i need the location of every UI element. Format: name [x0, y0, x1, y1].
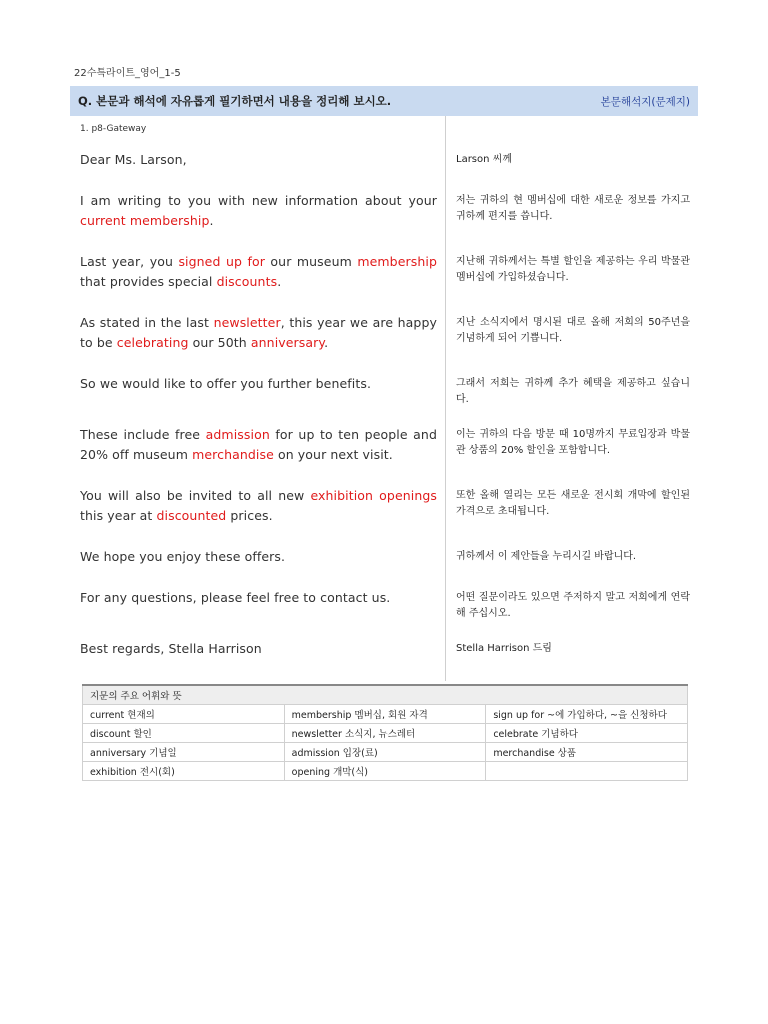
translation-10: Stella Harrison 드림	[456, 643, 552, 654]
passage-sentence-10: Best regards, Stella Harrison	[80, 641, 262, 656]
worksheet-tag: 본문해석지(문제지)	[600, 95, 690, 108]
table-row	[83, 761, 688, 780]
passage-sentence-2: I am writing to you with new information about your current membership.	[80, 193, 437, 228]
vocab-cell: exhibition 전시(회)	[83, 761, 285, 780]
translation-5: 그래서 저희는 귀하께 추가 혜택을 제공하고 싶습니다.	[456, 378, 690, 405]
vocab-cell: admission 입장(료)	[284, 742, 486, 761]
document-id: 22수특라이트_영어_1-5	[74, 68, 181, 79]
key-term: discounts	[216, 274, 278, 289]
vocab-cell: celebrate 기념하다	[486, 723, 688, 742]
translation-2: 저는 귀하의 현 멤버십에 대한 새로운 정보를 가지고 귀하께 편지를 씁니다.	[456, 195, 690, 222]
question-header	[70, 86, 698, 116]
vocab-cell: opening 개막(식)	[284, 761, 486, 780]
passage-sentence-3: Last year, you signed up for our museum membership that provides special discounts.	[80, 254, 437, 289]
key-term: signed up for	[178, 254, 265, 269]
translation-9: 어떤 질문이라도 있으면 주저하지 말고 저희에게 연락해 주십시오.	[456, 592, 690, 619]
passage-sentence-6: These include free admission for up to ten people and 20% off museum merchandise on your next visit.	[80, 427, 437, 462]
column-divider	[445, 116, 446, 681]
vocab-header-row	[83, 685, 688, 704]
key-term: exhibition openings	[310, 488, 437, 503]
vocab-cell	[486, 761, 688, 780]
vocab-cell: merchandise 상품	[486, 742, 688, 761]
key-term: admission	[205, 427, 270, 442]
vocab-cell: anniversary 기념일	[83, 742, 285, 761]
vocab-table	[82, 684, 688, 781]
vocab-title: 지문의 주요 어휘와 뜻	[83, 685, 688, 704]
passage-sentence-8: We hope you enjoy these offers.	[80, 549, 286, 564]
vocab-cell: membership 멤버십, 회원 자격	[284, 704, 486, 723]
vocab-cell: newsletter 소식지, 뉴스레터	[284, 723, 486, 742]
translation-7: 또한 올해 열리는 모든 새로운 전시회 개막에 할인된 가격으로 초대됩니다.	[456, 490, 690, 517]
passage-sentence-4: As stated in the last newsletter, this year we are happy to be celebrating our 50th anniversary.	[80, 315, 437, 350]
key-term: membership	[357, 254, 437, 269]
key-term: current membership	[80, 213, 210, 228]
translation-6: 이는 귀하의 다음 방문 때 10명까지 무료입장과 박물관 상품의 20% 할인을 포함합니다.	[456, 429, 690, 456]
question-text: Q. 본문과 해석에 자유롭게 필기하면서 내용을 정리해 보시오.	[78, 94, 392, 108]
key-term: discounted	[156, 508, 227, 523]
key-term: celebrating	[116, 335, 189, 350]
key-term: newsletter	[213, 315, 281, 330]
table-row	[83, 742, 688, 761]
table-row	[83, 704, 688, 723]
translation-1: Larson 씨께	[456, 154, 512, 165]
key-term: anniversary	[250, 335, 325, 350]
passage-sentence-7: You will also be invited to all new exhibition openings this year at discounted prices.	[80, 488, 437, 523]
translation-8: 귀하께서 이 제안들을 누리시길 바랍니다.	[456, 551, 637, 562]
passage-sentence-5: So we would like to offer you further benefits.	[80, 376, 372, 391]
translation-4: 지난 소식지에서 명시된 대로 올해 저희의 50주년을 기념하게 되어 기쁩니다.	[456, 317, 690, 344]
vocab-cell: sign up for ~에 가입하다, ~을 신청하다	[486, 704, 688, 723]
passage-sentence-9: For any questions, please feel free to contact us.	[80, 590, 391, 605]
vocab-cell: current 현재의	[83, 704, 285, 723]
translation-3: 지난해 귀하께서는 특별 할인을 제공하는 우리 박물관 멤버십에 가입하셨습니다.	[456, 256, 690, 283]
table-row	[83, 723, 688, 742]
vocab-cell: discount 할인	[83, 723, 285, 742]
key-term: merchandise	[192, 447, 274, 462]
section-label: 1. p8-Gateway	[80, 124, 147, 134]
passage-sentence-1: Dear Ms. Larson,	[80, 152, 187, 167]
